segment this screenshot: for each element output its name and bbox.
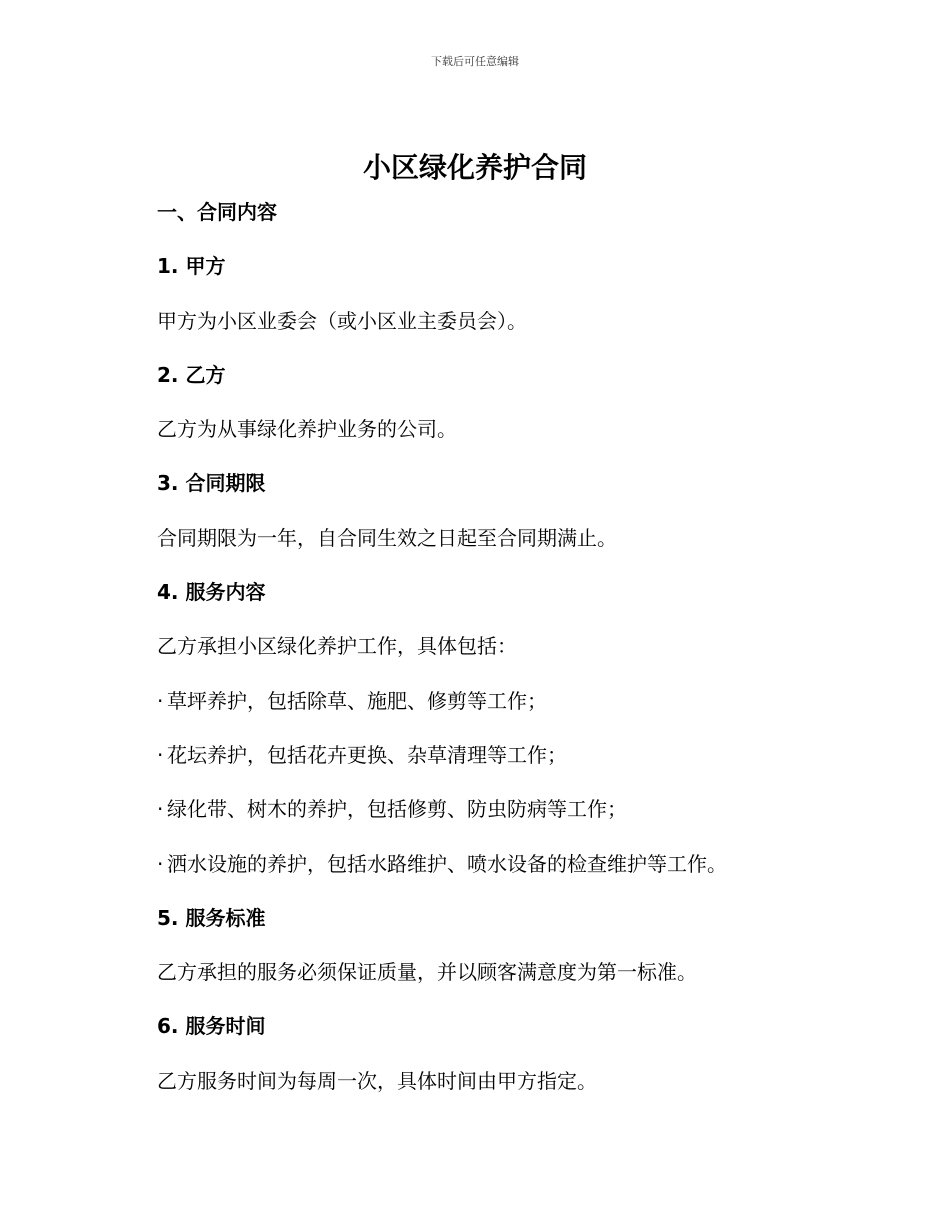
item-heading-service-content: 4. 服务内容 [157, 580, 266, 605]
item-heading-service-time: 6. 服务时间 [157, 1014, 266, 1039]
bullet-item [157, 794, 857, 848]
bullet-dot: · [157, 742, 164, 767]
bullet-dot: · [157, 851, 164, 876]
item-text-service-time: 乙方服务时间为每周一次，具体时间由甲方指定。 [157, 1068, 597, 1093]
item-text-service-content: 乙方承担小区绿化养护工作，具体包括： [157, 634, 517, 659]
item-text-service-standard: 乙方承担的服务必须保证质量，并以顾客满意度为第一标准。 [157, 960, 697, 985]
document-title: 小区绿化养护合同 [362, 151, 587, 184]
bullet-item [157, 740, 857, 794]
bullet-text: 绿化带、树木的养护，包括修剪、防虫防病等工作； [167, 797, 627, 822]
bullet-item [157, 849, 857, 903]
item-heading-party-a: 1. 甲方 [157, 254, 226, 279]
document-body [157, 197, 857, 1120]
bullet-text: 草坪养护，包括除草、施肥、修剪等工作； [167, 688, 547, 713]
bullet-dot: · [157, 797, 164, 822]
bullet-dot: · [157, 688, 164, 713]
section-heading: 一、合同内容 [157, 200, 277, 224]
bullet-item [157, 686, 857, 740]
item-text-party-a: 甲方为小区业委会（或小区业主委员会）。 [157, 308, 527, 333]
bullet-text: 花坛养护，包括花卉更换、杂草清理等工作； [167, 742, 567, 767]
item-heading-service-standard: 5. 服务标准 [157, 905, 266, 930]
bullet-text: 洒水设施的养护，包括水路维护、喷水设备的检查维护等工作。 [167, 851, 727, 876]
page-header-note: 下载后可任意编辑 [431, 55, 519, 68]
item-text-party-b: 乙方为从事绿化养护业务的公司。 [157, 417, 457, 442]
item-text-contract-term: 合同期限为一年，自合同生效之日起至合同期满止。 [157, 525, 617, 550]
item-heading-contract-term: 3. 合同期限 [157, 471, 266, 496]
item-heading-party-b: 2. 乙方 [157, 362, 226, 387]
